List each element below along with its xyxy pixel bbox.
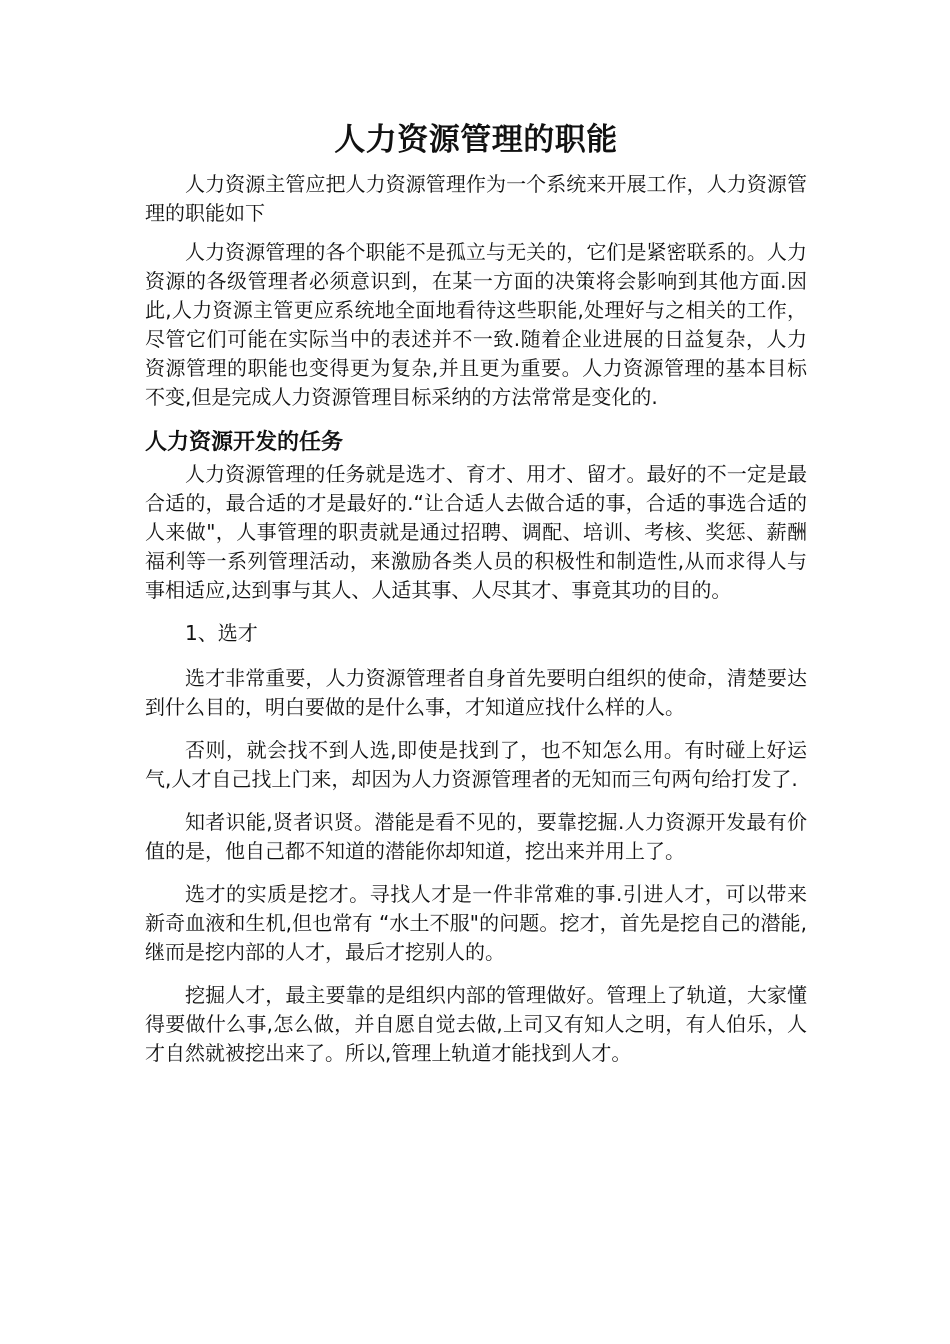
section-heading: 人力资源开发的任务	[145, 430, 344, 455]
selection-paragraph-5: 挖掘人才，最主要靠的是组织内部的管理做好。管理上了轨道，大家懂得要做什么事,怎么做，并自愿自觉去做,上司又有知人之明，有人伯乐，人才自然就被挖出来了。所以,管理上轨道才能找到人才。	[145, 983, 807, 1065]
document-title: 人力资源管理的职能	[334, 122, 618, 158]
selection-paragraph-2: 否则，就会找不到人选,即使是找到了，也不知怎么用。有时碰上好运气,人才自己找上门来，却因为人力资源管理者的无知而三句两句给打发了.	[145, 738, 807, 791]
selection-paragraph-3: 知者识能,贤者识贤。潜能是看不见的，要靠挖掘.人力资源开发最有价值的是，他自己都不知道的潜能你却知道，挖出来并用上了。	[145, 810, 807, 863]
document-body	[145, 118, 807, 1082]
task-paragraph: 人力资源管理的任务就是选才、育才、用才、留才。最好的不一定是最合适的，最合适的才是最好的.“让合适人去做合适的事，合适的事选合适的人来做"，人事管理的职责就是通过招聘、调配、培训、考核、奖惩、薪酬福利等一系列管理活动，来激励各类人员的积极性和制造性,从而求得人与事相适应,达到事与其人、人适其事、人尽其才、事竟其功的目的。	[145, 462, 807, 602]
overview-paragraph: 人力资源管理的各个职能不是孤立与无关的，它们是紧密联系的。人力资源的各级管理者必须意识到，在某一方面的决策将会影响到其他方面.因此,人力资源主管更应系统地全面地看待这些职能,处理好与之相关的工作，尽管它们可能在实际当中的表述并不一致.随着企业进展的日益复杂，人力资源管理的职能也变得更为复杂,并且更为重要。人力资源管理的基本目标不变,但是完成人力资源管理目标采纳的方法常常是变化的.	[145, 240, 807, 409]
list-item-label: 1、选才	[185, 621, 258, 645]
selection-paragraph-4: 选才的实质是挖才。寻找人才是一件非常难的事.引进人才，可以带来新奇血液和生机,但也常有 “水土不服"的问题。挖才，首先是挖自己的潜能,继而是挖内部的人才，最后才挖别人的。	[145, 882, 807, 964]
selection-paragraph-1: 选才非常重要，人力资源管理者自身首先要明白组织的使命，清楚要达到什么目的，明白要做的是什么事，才知道应找什么样的人。	[145, 666, 807, 719]
intro-paragraph: 人力资源主管应把人力资源管理作为一个系统来开展工作，人力资源管理的职能如下	[145, 172, 807, 225]
